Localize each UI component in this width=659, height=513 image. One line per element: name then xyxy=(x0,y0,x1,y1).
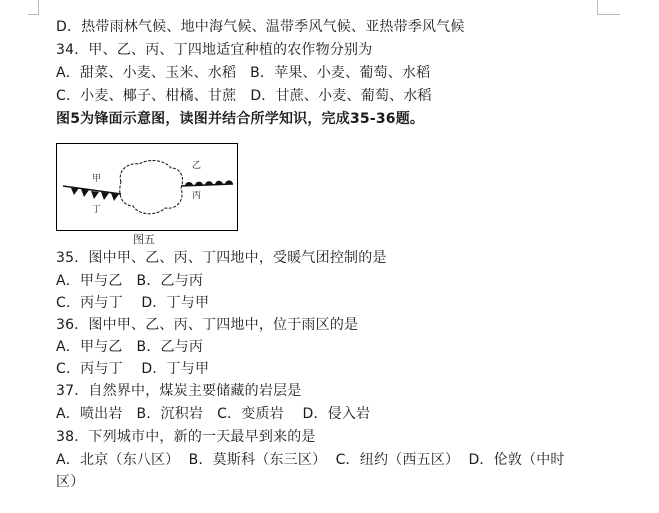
warm-front-semicircle xyxy=(195,182,203,186)
question-38: 38．下列城市中，新的一天最早到来的是 xyxy=(56,429,316,445)
label-yi: 乙 xyxy=(192,161,202,171)
question-37: 37．自然界中，煤炭主要储藏的岩层是 xyxy=(56,383,302,399)
cold-front-triangle xyxy=(71,188,79,195)
options-cd-q36: C．丙与丁 D．丁与甲 xyxy=(56,361,210,377)
cold-front-triangle xyxy=(91,191,99,199)
warm-front-semicircle xyxy=(185,182,193,186)
page-corner-mark-right xyxy=(597,0,620,15)
air-mass-outline xyxy=(120,161,183,214)
figure-intro: 图5为锋面示意图，读图并结合所学知识，完成35-36题。 xyxy=(56,111,425,127)
front-diagram-graphic xyxy=(57,144,239,232)
figure-caption: 图五 xyxy=(133,233,155,246)
options-q38: A．北京（东八区） B．莫斯科（东三区） C．纽约（西五区） D．伦敦（中时 xyxy=(56,452,565,468)
label-jia: 甲 xyxy=(92,174,102,184)
label-ding: 丁 xyxy=(92,205,102,215)
question-34: 34．甲、乙、丙、丁四地适宜种植的农作物分别为 xyxy=(56,42,373,58)
options-cd-q34: C．小麦、椰子、柑橘、甘蔗 D．甘蔗、小麦、葡萄、水稻 xyxy=(56,88,432,104)
cold-front-triangle xyxy=(81,189,89,197)
cold-front-triangle xyxy=(101,192,109,200)
options-cd-q35: C．丙与丁 D．丁与甲 xyxy=(56,295,210,311)
warm-front-semicircle xyxy=(225,180,233,184)
front-diagram xyxy=(56,143,238,231)
question-35: 35．图中甲、乙、丙、丁四地中，受暖气团控制的是 xyxy=(56,250,387,266)
warm-front-semicircle xyxy=(205,181,213,185)
question-36: 36．图中甲、乙、丙、丁四地中，位于雨区的是 xyxy=(56,317,359,333)
label-bing: 丙 xyxy=(192,191,202,201)
warm-front-semicircle xyxy=(215,181,223,185)
options-q37: A．喷出岩 B．沉积岩 C．变质岩 D．侵入岩 xyxy=(56,406,371,422)
option-d-q33: D．热带雨林气候、地中海气候、温带季风气候、亚热带季风气候 xyxy=(56,19,465,35)
options-ab-q34: A．甜菜、小麦、玉米、水稻 B．苹果、小麦、葡萄、水稻 xyxy=(56,65,431,81)
options-q38-continued: 区） xyxy=(56,474,85,490)
options-ab-q35: A．甲与乙 B．乙与丙 xyxy=(56,273,204,289)
options-ab-q36: A．甲与乙 B．乙与丙 xyxy=(56,339,204,355)
cold-front-triangle xyxy=(111,193,119,201)
page-corner-mark-left xyxy=(28,0,39,15)
